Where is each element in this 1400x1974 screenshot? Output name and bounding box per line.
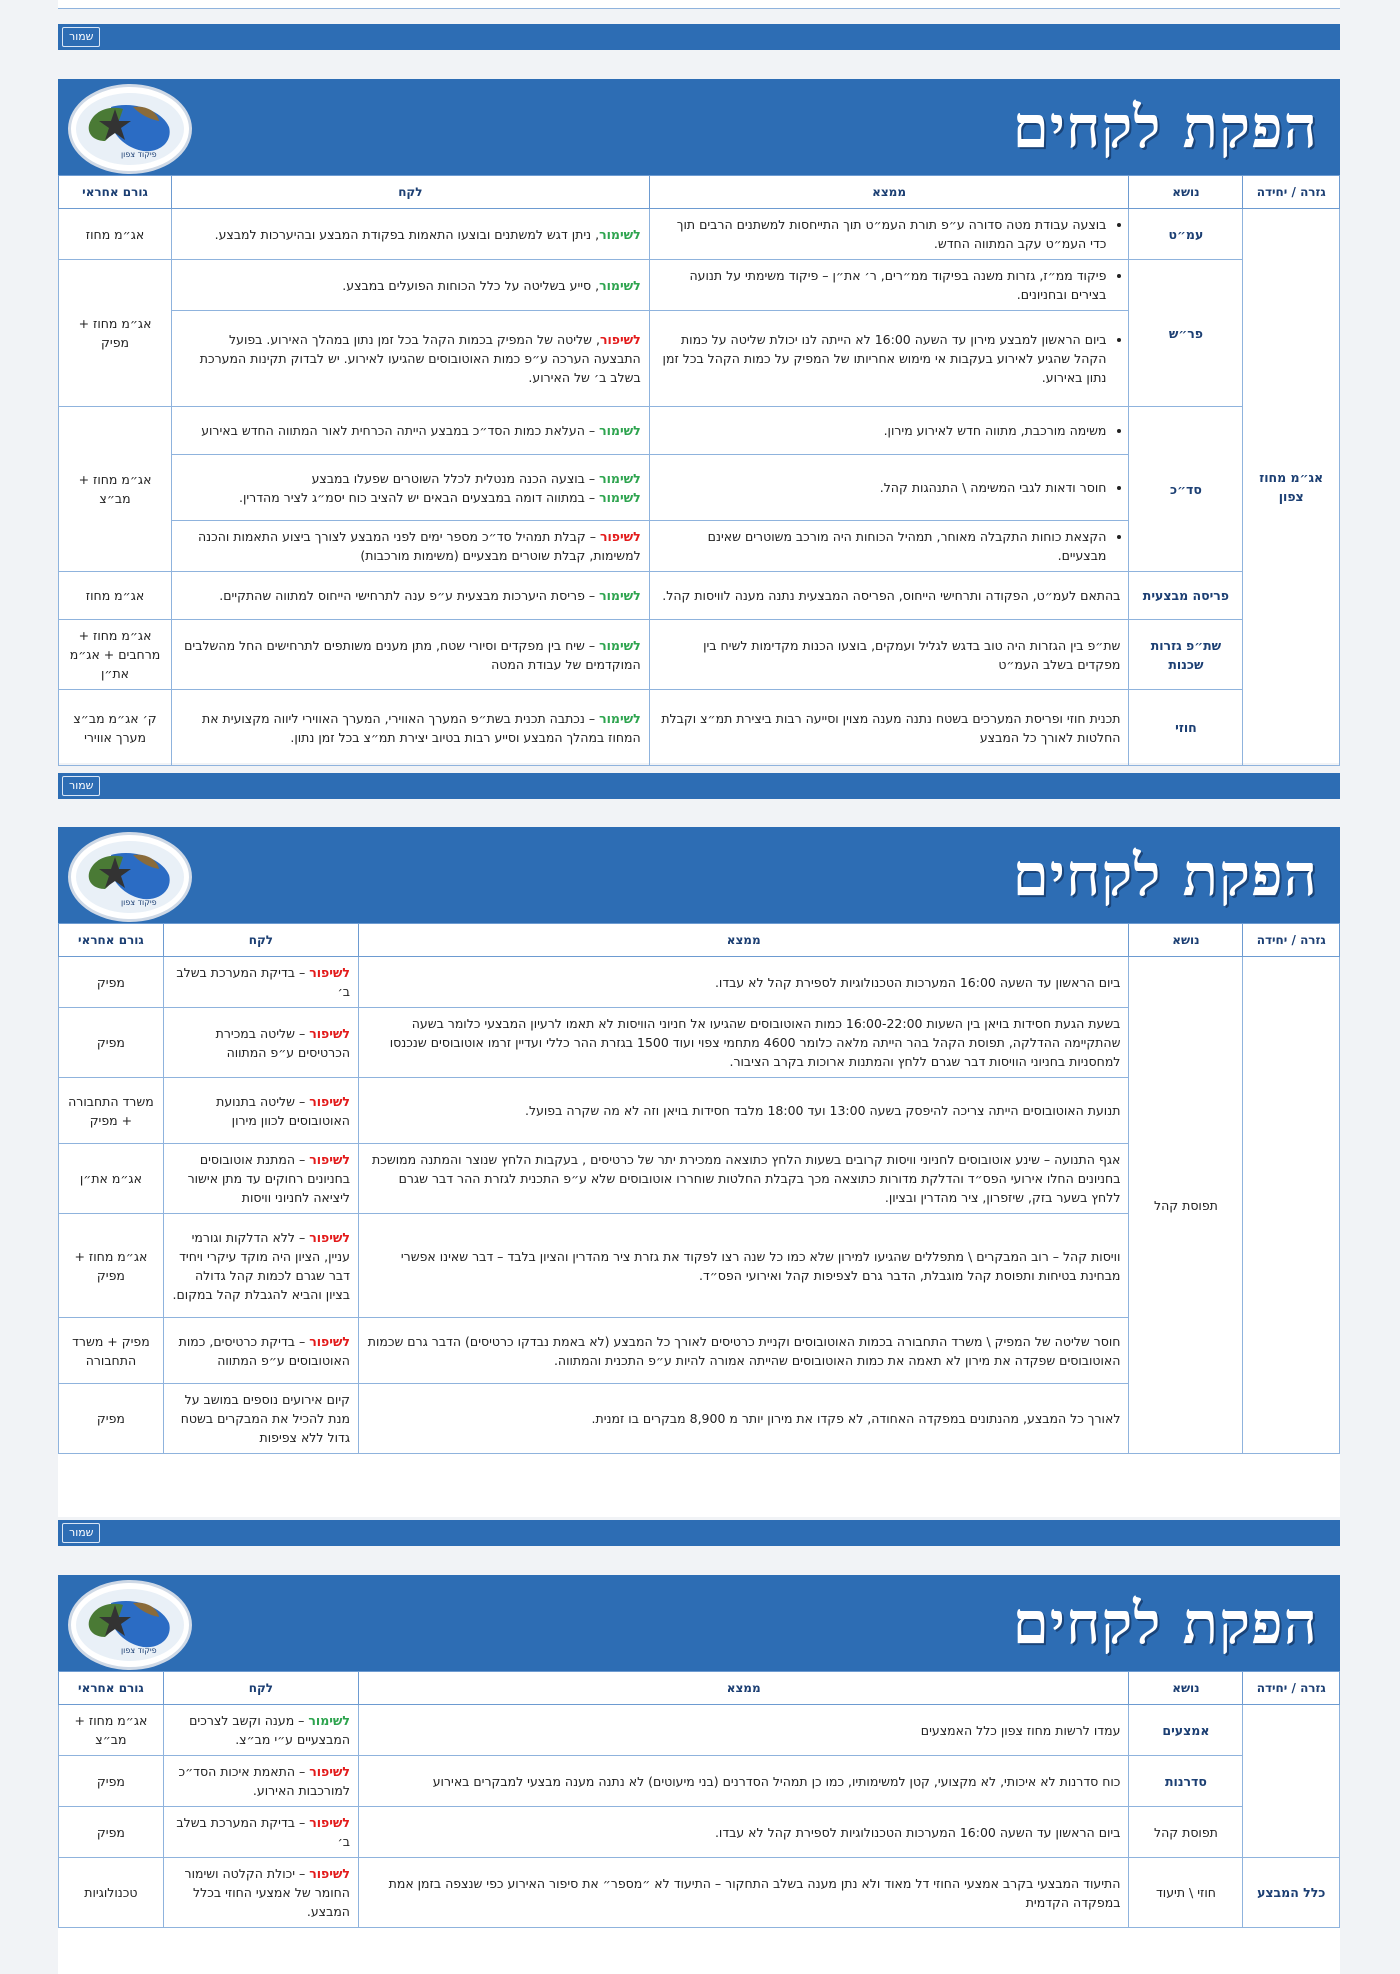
finding-cell: אגף התנועה – שינע אוטובוסים לחניוני וויסות קרובים בשעות הלחץ כתוצאה ממכירת יתר של כרטיסים , בעקבות הלחץ שנוצר והמתנה ממושכת בחניונים החלו אירועי הפס״ד והדלקת מדורות כתוצאה מכך בקבלת החלטות שוחררו אוטובוסים שלא ע״פ התכנית לגזרת ההר דבר שגרם ללחץ בשער בזק, שיזפרון, ציר מהדרין ובציון. (358, 1144, 1128, 1214)
finding-cell: תנועת האוטובוסים הייתה צריכה להיפסק בשעה 13:00 ועד 18:00 מלבד חסידות בויאן וזה לא מה שקרה בפועל. (358, 1078, 1128, 1144)
header-unit: גזרה / יחידה (1243, 924, 1340, 957)
logo-emblem-icon (71, 835, 189, 919)
finding-cell: התיעוד המבצעי בקרב אמצעי החוזי דל מאוד ולא נתן מענה בשלב התחקור – התיעוד לא ״מספר״ את סיפור האירוע כפי שנצפה בזמן אמת במפקדה הקדמית (358, 1858, 1128, 1928)
finding-cell: חוסר שליטה של המפיק \ משרד התחבורה בכמות האוטובוסים וקניית כרטיסים לאורך כל המבצע (לא באמת נבדקו כרטיסים) הדבר גרם שכמות האוטובוסים שפקדה את מירון לא תאמה את כמות האוטובוסים שהייתה אמורה להיות ע״פ התכנית והמתווה. (358, 1318, 1128, 1384)
responsible-cell: ק׳ אג״מ מב״צ מערך אווירי (59, 690, 172, 766)
logo-text: פיקוד צפון (121, 150, 157, 159)
lessons-slide-3 (58, 1575, 1340, 1974)
save-button[interactable]: שמור (62, 27, 100, 47)
topic-cell: עמ״ט (1129, 209, 1243, 260)
lesson-cell: לשיפור – קבלת תמהיל סד״כ מספר ימים לפני המבצע לצורך ביצוע התאמות והכנה למשימות, קבלת שוטרים מבצעיים (משימות מורכבות) (172, 521, 650, 572)
finding-cell: • ביום הראשון למבצע מירון עד השעה 16:00 לא הייתה לנו יכולת שליטה על כמות הקהל שהגיע לאירוע בעקבות אי מימוש אחריותו של המפיק על כמות הקהל בכל זמן נתון באירוע. (649, 311, 1129, 407)
lesson-cell: לשימור – העלאת כמות הסד״כ במבצע הייתה הכרחית לאור המתווה החדש באירוע (172, 407, 650, 455)
finding-cell: תכנית חוזי ופריסת המערכים בשטח נתנה מענה מצוין וסייעה רבות ביצירת תמ״צ וקבלת החלטות לאורך כל המבצע (649, 690, 1129, 766)
finding-cell: עמדו לרשות מחוז צפון כלל האמצעים (358, 1705, 1128, 1756)
finding-cell: לאורך כל המבצע, מהנתונים במפקדה האחודה, לא פקדו את מירון יותר מ 8,900 מבקרים בו זמנית. (358, 1384, 1128, 1454)
slide-banner (58, 827, 1340, 923)
lesson-cell: לשימור, ניתן דגש למשתנים ובוצעו התאמות בפקודת המבצע ובהיערכות למבצע. (172, 209, 650, 260)
responsible-cell: מפיק (59, 1008, 164, 1078)
table-row (59, 260, 1340, 311)
table-row (59, 690, 1340, 766)
header-topic: נושא (1129, 1672, 1243, 1705)
logo-text: פיקוד צפון (121, 1646, 157, 1655)
header-finding: ממצא (358, 924, 1128, 957)
table-row (59, 1756, 1340, 1807)
finding-cell: ביום הראשון עד השעה 16:00 המערכות הטכנולוגיות לספירת קהל לא עבדו. (358, 957, 1128, 1008)
banner-title: הפקת לקחים (1012, 93, 1318, 161)
header-row (59, 924, 1340, 957)
header-responsible: גורם אחראי (59, 1672, 164, 1705)
responsible-cell: אג״מ מחוז + מב״צ (59, 1705, 164, 1756)
finding-cell: כוח סדרנות לא איכותי, לא מקצועי, קטן למשימותיו, כמו כן תמהיל הסדרנים (בני מיעוטים) לא נתנה מענה מבצעי למבקרים באירוע (358, 1756, 1128, 1807)
lesson-cell: לשימור – מענה וקשב לצרכים המבצעיים ע״י מב״צ. (163, 1705, 358, 1756)
header-responsible: גורם אחראי (59, 924, 164, 957)
header-lesson: לקח (163, 924, 358, 957)
finding-cell: בשעת הגעת חסידות בויאן בין השעות 16:00-22:00 כמות האוטובוסים שהגיעו אל חניוני הוויסות לא תאמו לרעיון המבצעי כלומר בשעה שהתקיימה ההדלקה, תפוסת הקהל בהר הייתה מלאה כלומר 4600 מתחמי צפוי ועוד 1500 בגזרת ההר כללי ועדיין זרמו אוטובוסים שנכנסו למחסניות בחניוני הוויסות דבר שגרם ללחץ והמתנות ארוכות בקרב הציבור. (358, 1008, 1128, 1078)
table-row (59, 407, 1340, 455)
police-logo (68, 1580, 192, 1670)
unit-cell: אג״מ מחוז צפון (1243, 209, 1340, 766)
topic-cell: סד״כ (1129, 407, 1243, 572)
logo-emblem-icon (71, 1583, 189, 1667)
header-lesson: לקח (172, 176, 650, 209)
header-topic: נושא (1129, 176, 1243, 209)
save-bar-2 (58, 773, 1340, 799)
unit-cell: כלל המבצע (1243, 1858, 1340, 1928)
lessons-table-1 (58, 175, 1340, 766)
save-bar-3 (58, 1520, 1340, 1546)
police-logo (68, 832, 192, 922)
slide-banner (58, 79, 1340, 175)
responsible-cell: טכנולוגיות (59, 1858, 164, 1928)
topic-cell: חוזי (1129, 690, 1243, 766)
responsible-cell: אג״מ מחוז + מב״צ (59, 407, 172, 572)
lessons-slide-2 (58, 827, 1340, 1517)
lesson-cell: לשיפור – ללא הדלקות וגורמי עניין, הציון היה מוקד עיקרי ויחיד דבר שגרם לכמות קהל גדולה בציון והביא להגבלת קהל במקום. (163, 1214, 358, 1318)
logo-text: פיקוד צפון (121, 898, 157, 907)
lesson-cell: לשיפור – בדיקת המערכת בשלב ב׳ (163, 1807, 358, 1858)
topic-cell: פר״ש (1129, 260, 1243, 407)
table-row (59, 957, 1340, 1008)
topic-cell: שת״פ גזרות שכנות (1129, 620, 1243, 690)
table-row (59, 620, 1340, 690)
lesson-cell: לשיפור – בדיקת כרטיסים, כמות האוטובוסים ע״פ המתווה (163, 1318, 358, 1384)
header-unit: גזרה / יחידה (1243, 176, 1340, 209)
table-row (59, 209, 1340, 260)
lesson-cell: לשיפור, שליטה של המפיק בכמות הקהל בכל זמן נתון במהלך האירוע. בפועל התבצעה הערכה ע״פ כמות האוטובוסים שהגיעו לאירוע. יש לבדוק תקינות המערכת בשלב ב׳ של האירוע. (172, 311, 650, 407)
topic-cell: תפוסת קהל (1129, 1807, 1243, 1858)
lessons-table-3 (58, 1671, 1340, 1928)
lessons-slide-1 (58, 79, 1340, 763)
lesson-cell: לשימור, סייע בשליטה על כלל הכוחות הפועלים במבצע. (172, 260, 650, 311)
responsible-cell: מפיק (59, 1807, 164, 1858)
responsible-cell: משרד התחבורה + מפיק (59, 1078, 164, 1144)
header-row (59, 1672, 1340, 1705)
finding-cell: • הקצאת כוחות התקבלה מאוחר, תמהיל הכוחות היה מורכב משוטרים שאינם מבצעיים. (649, 521, 1129, 572)
slide-banner (58, 1575, 1340, 1671)
police-logo (68, 84, 192, 174)
header-unit: גזרה / יחידה (1243, 1672, 1340, 1705)
finding-cell: • בוצעה עבודת מטה סדורה ע״פ תורת העמ״ט תוך התייחסות למשתנים הרבים תוך כדי העמ״ט עקב המתווה החדש. (649, 209, 1129, 260)
save-bar-1 (58, 24, 1340, 50)
header-lesson: לקח (163, 1672, 358, 1705)
save-button[interactable]: שמור (62, 776, 100, 796)
lesson-cell: לשיפור – שליטה בתנועת האוטובוסים לכוון מירון (163, 1078, 358, 1144)
header-finding: ממצא (358, 1672, 1128, 1705)
lesson-cell: קיום אירועים נוספים במושב על מנת להכיל את המבקרים בשטח גדול ללא צפיפות (163, 1384, 358, 1454)
responsible-cell: אג״מ מחוז (59, 209, 172, 260)
lesson-cell: לשיפור – בדיקת המערכת בשלב ב׳ (163, 957, 358, 1008)
table-row (59, 572, 1340, 620)
responsible-cell: אג״מ מחוז + מפיק (59, 1214, 164, 1318)
banner-title: הפקת לקחים (1012, 841, 1318, 909)
lesson-cell: לשיפור – התאמת איכות הסד״כ למורכבות האירוע. (163, 1756, 358, 1807)
topic-cell: אמצעים (1129, 1705, 1243, 1756)
lesson-cell: לשימור – נכתבה תכנית בשת״פ המערך האווירי, המערך האווירי ליווה מקצועית את המחוז במהלך המבצע וסייע רבות בטיוב יצירת תמ״צ בכל זמן נתון. (172, 690, 650, 766)
finding-cell: • משימה מורכבת, מתווה חדש לאירוע מירון. (649, 407, 1129, 455)
lesson-cell: לשימור – פריסת היערכות מבצעית ע״פ ענה לתרחישי הייחוס למתווה שהתקיים. (172, 572, 650, 620)
lesson-cell: לשימור – בוצעה הכנה מנטלית לכלל השוטרים שפעלו במבצע לשימור – במתווה דומה במבצעים הבאים יש להציב כוח יסמ״ג לציר מהדרין. (172, 455, 650, 521)
save-button[interactable]: שמור (62, 1523, 100, 1543)
finding-cell: בהתאם לעמ״ט, הפקודה ותרחישי הייחוס, הפריסה המבצעית נתנה מענה לוויסות קהל. (649, 572, 1129, 620)
finding-cell: • פיקוד ממ״ז, גזרות משנה בפיקוד ממ״רים, ר׳ את״ן – פיקוד משימתי על תנועה בצירים ובחניונים. (649, 260, 1129, 311)
responsible-cell: מפיק + משרד התחבורה (59, 1318, 164, 1384)
responsible-cell: מפיק (59, 957, 164, 1008)
table-row (59, 1807, 1340, 1858)
previous-table-remnant (58, 0, 1340, 9)
finding-cell: וויסות קהל – רוב המבקרים \ מתפללים שהגיעו למירון שלא כמו כל שנה רצו לפקוד את גזרת ציר מהדרין והציון בלבד – דבר שאינו אפשרי מבחינת בטיחות ותפוסת קהל מוגבלת, הדבר גרם לצפיפות קהל ואירועי הפס״ד. (358, 1214, 1128, 1318)
topic-cell: סדרנות (1129, 1756, 1243, 1807)
finding-cell: ביום הראשון עד השעה 16:00 המערכות הטכנולוגיות לספירת קהל לא עבדו. (358, 1807, 1128, 1858)
logo-emblem-icon (71, 87, 189, 171)
table-row (59, 1705, 1340, 1756)
banner-title: הפקת לקחים (1012, 1589, 1318, 1657)
header-row (59, 176, 1340, 209)
lesson-cell: לשיפור – שליטה במכירת הכרטיסים ע״פ המתווה (163, 1008, 358, 1078)
header-finding: ממצא (649, 176, 1129, 209)
responsible-cell: מפיק (59, 1384, 164, 1454)
responsible-cell: מפיק (59, 1756, 164, 1807)
header-topic: נושא (1129, 924, 1243, 957)
lessons-table-2 (58, 923, 1340, 1454)
finding-cell: • חוסר ודאות לגבי המשימה \ התנהגות קהל. (649, 455, 1129, 521)
header-responsible: גורם אחראי (59, 176, 172, 209)
responsible-cell: אג״מ מחוז (59, 572, 172, 620)
table-row (59, 1858, 1340, 1928)
topic-cell: תפוסת קהל (1129, 957, 1243, 1454)
lesson-cell: לשימור – שיח בין מפקדים וסיורי שטח, מתן מענים משותפים לתרחישים החל מהשלבים המוקדמים של עבודת המטה (172, 620, 650, 690)
lesson-cell: לשיפור – יכולת הקלטה ושימור החומר של אמצעי החוזי בכלל המבצע. (163, 1858, 358, 1928)
responsible-cell: אג״מ מחוז + מפיק (59, 260, 172, 407)
topic-cell: פריסה מבצעית (1129, 572, 1243, 620)
responsible-cell: אג״מ מחוז + מרחבים + אג״מ את״ן (59, 620, 172, 690)
unit-cell (1243, 1705, 1340, 1858)
topic-cell: חוזי \ תיעוד (1129, 1858, 1243, 1928)
finding-cell: שת״פ בין הגזרות היה טוב בדגש לגליל ועמקים, בוצעו הכנות מקדימות לשיח בין מפקדים בשלב העמ״ט (649, 620, 1129, 690)
unit-cell (1243, 957, 1340, 1454)
responsible-cell: אג״מ את״ן (59, 1144, 164, 1214)
lesson-cell: לשיפור – המתנת אוטובוסים בחניונים רחוקים עד מתן אישור ליציאה לחניוני וויסות (163, 1144, 358, 1214)
